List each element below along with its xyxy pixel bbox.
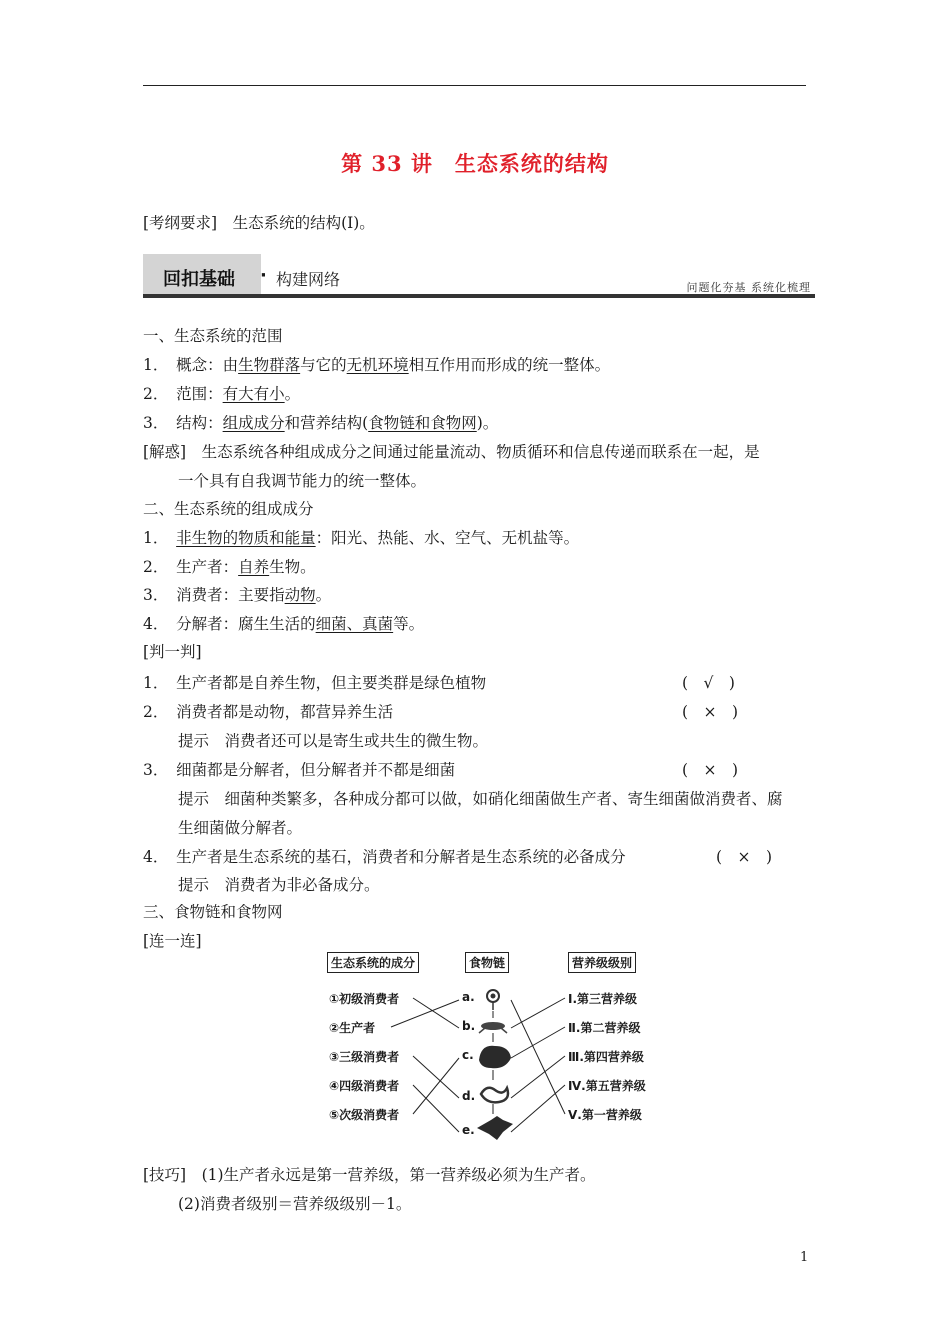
- left-item-2: ②生产者: [329, 1021, 376, 1035]
- header-food-chain: 食物链: [465, 952, 509, 973]
- judge-mark-1: ( √ ): [682, 674, 735, 692]
- answer-underline: 有大有小: [222, 385, 285, 403]
- right-item-4: Ⅳ.第五营养级: [568, 1079, 646, 1093]
- connector-line: [511, 1027, 565, 1058]
- judge-label: [判一判]: [143, 643, 202, 661]
- food-chain-matching-diagram: [325, 948, 665, 1148]
- text: 1． 概念：由: [143, 356, 239, 374]
- judge-hint-2: 提示 消费者还可以是寄生或共生的微生物。: [178, 732, 489, 750]
- left-item-1: ①初级消费者: [329, 992, 400, 1006]
- right-item-2: Ⅱ.第二营养级: [568, 1021, 641, 1035]
- left-item-5: ⑤次级消费者: [329, 1108, 400, 1122]
- right-item-1: Ⅰ.第三营养级: [568, 992, 638, 1006]
- answer-underline: 食物链和食物网: [368, 414, 477, 432]
- banner-subtitle: 构建网络: [276, 270, 341, 289]
- connector-line: [511, 1000, 565, 1114]
- answer-underline: 自养: [238, 558, 270, 576]
- mid-label-e: e.: [462, 1123, 475, 1137]
- frog-icon: [479, 1046, 511, 1069]
- page-number: 1: [800, 1250, 809, 1265]
- jiehuo-line2: 一个具有自我调节能力的统一整体。: [178, 472, 427, 490]
- mid-label-b: b.: [462, 1019, 476, 1033]
- text: 。: [284, 385, 301, 403]
- right-item-5: Ⅴ.第一营养级: [568, 1108, 642, 1122]
- judge-hint-3-cont: 生细菌做分解者。: [178, 819, 303, 837]
- text: 2． 范围：: [143, 385, 223, 403]
- judge-hint-4: 提示 消费者为非必备成分。: [178, 876, 380, 894]
- mid-label-a: a.: [462, 990, 475, 1004]
- sec2-line1: [143, 528, 579, 548]
- judge-item-4: 4． 生产者是生态系统的基石，消费者和分解者是生态系统的必备成分: [143, 848, 626, 866]
- text: )。: [476, 414, 499, 432]
- sec2-heading: 二、生态系统的组成成分: [143, 500, 314, 518]
- left-item-3: ③三级消费者: [329, 1050, 400, 1064]
- sec2-line4: [143, 614, 424, 634]
- answer-underline: 生物群落: [238, 356, 301, 374]
- sec1-line3: [143, 413, 498, 433]
- kaogang-requirement: [考纲要求] 生态系统的结构(Ⅰ)。: [143, 214, 375, 232]
- diagram-graphics: [325, 948, 665, 1148]
- answer-underline: 非生物的物质和能量: [176, 529, 316, 547]
- grasshopper-icon: [479, 1022, 507, 1033]
- section-banner: [143, 254, 815, 298]
- judge-item-1: 1． 生产者都是自养生物，但主要类群是绿色植物: [143, 674, 487, 692]
- text: 4． 分解者：腐生生活的: [143, 615, 316, 633]
- answer-underline: 细菌、真菌: [315, 615, 394, 633]
- sec2-line2: [143, 557, 316, 577]
- judge-mark-3: ( × ): [682, 761, 739, 779]
- sunflower-icon: [487, 990, 499, 1010]
- mid-label-c: c.: [462, 1048, 474, 1062]
- jiqiao-line2: (2)消费者级别＝营养级级别－1。: [178, 1195, 412, 1213]
- page-title: 第 33 讲 生态系统的结构: [341, 151, 609, 176]
- left-item-4: ④四级消费者: [329, 1079, 400, 1093]
- answer-underline: 动物: [284, 586, 316, 604]
- header-components: 生态系统的成分: [327, 952, 419, 973]
- banner-rule: [143, 294, 815, 298]
- text: 。: [315, 586, 332, 604]
- connector-line: [413, 1058, 459, 1114]
- text: 3． 消费者：主要指: [143, 586, 285, 604]
- banner-main-title: 回扣基础: [163, 269, 235, 290]
- connector-line: [391, 1000, 459, 1027]
- mid-label-d: d.: [462, 1089, 476, 1103]
- sec1-line1: [143, 355, 610, 375]
- header-rule: [143, 85, 806, 86]
- header-trophic-level: 营养级级别: [568, 952, 636, 973]
- text: 相互作用而形成的统一整体。: [408, 356, 611, 374]
- sec2-line3: [143, 585, 331, 605]
- jiehuo-line1: [解惑] 生态系统各种组成成分之间通过能量流动、物质循环和信息传递而联系在一起，是: [143, 443, 760, 461]
- text: 与它的: [300, 356, 347, 374]
- judge-hint-3: 提示 细菌种类繁多，各种成分都可以做，如硝化细菌做生产者、寄生细菌做消费者、腐: [178, 790, 783, 808]
- right-item-3: Ⅲ.第四营养级: [568, 1050, 644, 1064]
- answer-underline: 组成成分: [222, 414, 285, 432]
- banner-dot: ·: [260, 265, 267, 286]
- text: 和营养结构(: [284, 414, 369, 432]
- judge-item-2: 2． 消费者都是动物，都营异养生活: [143, 703, 394, 721]
- jiqiao-line1: [技巧] (1)生产者永远是第一营养级，第一营养级必须为生产者。: [143, 1166, 596, 1184]
- snake-icon: [481, 1088, 508, 1103]
- lianyilian-label: [连一连]: [143, 932, 202, 950]
- judge-mark-4: ( × ): [716, 848, 773, 866]
- judge-mark-2: ( × ): [682, 703, 739, 721]
- judge-item-3: 3． 细菌都是分解者，但分解者并不都是细菌: [143, 761, 456, 779]
- connector-line: [511, 998, 565, 1028]
- sec1-line2: [143, 384, 300, 404]
- text: 3． 结构：: [143, 414, 223, 432]
- text: ：阳光、热能、水、空气、无机盐等。: [315, 529, 580, 547]
- sec1-heading: 一、生态系统的范围: [143, 327, 283, 345]
- text: 等。: [393, 615, 425, 633]
- banner-right-tagline: 问题化夯基 系统化梳理: [686, 281, 811, 294]
- eagle-icon: [477, 1116, 513, 1140]
- sec3-heading: 三、食物链和食物网: [143, 903, 283, 921]
- text: 生物。: [269, 558, 316, 576]
- text: 2． 生产者：: [143, 558, 239, 576]
- text: 1．: [143, 529, 177, 547]
- answer-underline: 无机环境: [346, 356, 409, 374]
